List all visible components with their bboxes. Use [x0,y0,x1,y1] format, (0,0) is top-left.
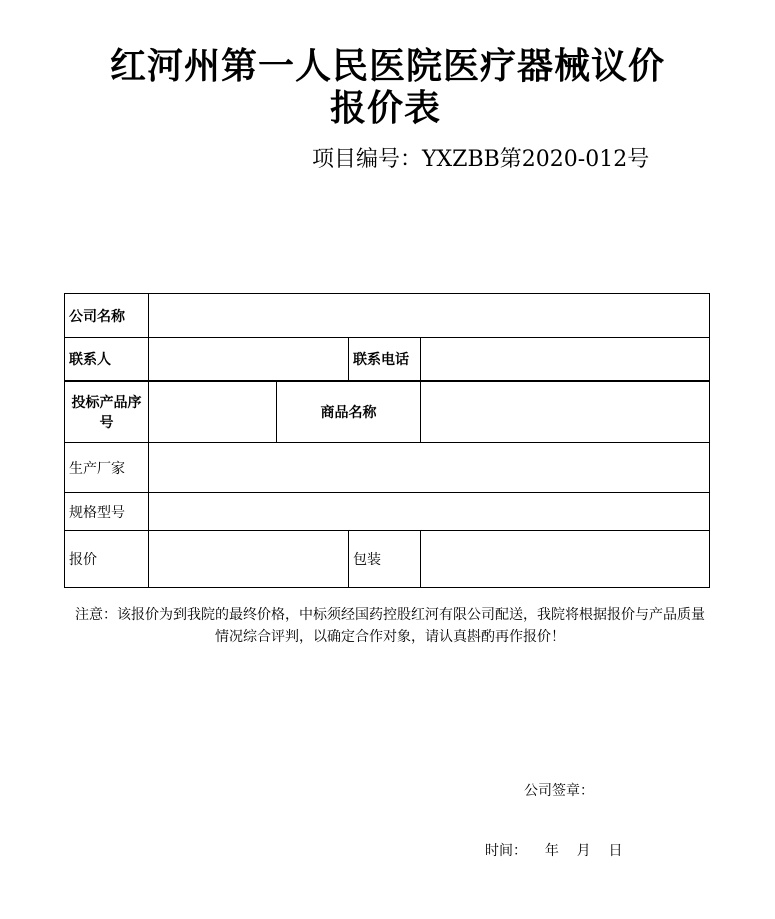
company-row [65,294,710,338]
manufacturer-row [65,443,710,493]
contact-row [65,338,710,381]
spec-label: 规格型号 [65,493,149,531]
contact-field[interactable] [149,338,349,381]
company-name-label: 公司名称 [65,294,149,338]
phone-field[interactable] [421,338,710,381]
manufacturer-label: 生产厂家 [65,443,149,493]
product-name-field[interactable] [421,381,710,443]
date-line [485,840,622,860]
month-label: 月 [576,843,591,859]
document-title-line2: 报价表 [329,88,441,129]
year-label: 年 [544,843,559,859]
project-number: 项目编号：YXZBB第2020-012号 [312,147,650,172]
product-seq-field[interactable] [149,381,277,443]
manufacturer-field[interactable] [149,443,710,493]
contact-label: 联系人 [65,338,149,381]
document-title-line1: 红河州第一人民医院医疗器械议价 [109,46,665,87]
price-label: 报价 [65,531,149,588]
spec-field[interactable] [149,493,710,531]
package-field[interactable] [421,531,710,588]
product-name-label: 商品名称 [277,381,421,443]
product-seq-label: 投标产品序号 [65,381,149,443]
day-label: 日 [608,843,623,859]
price-row [65,531,710,588]
price-field[interactable] [149,531,349,588]
phone-label: 联系电话 [349,338,421,381]
company-name-field[interactable] [149,294,710,338]
spec-row [65,493,710,531]
quotation-form [64,293,710,588]
date-label: 时间： [485,843,527,859]
product-row [65,381,710,443]
note-text: 注意：该报价为到我院的最终价格，中标须经国药控股红河有限公司配送，我院将根据报价与产品质量情况综合评判，以确定合作对象，请认真斟酌再作报价！ [75,607,705,645]
package-label: 包装 [349,531,421,588]
company-stamp-label: 公司签章： [524,783,594,799]
